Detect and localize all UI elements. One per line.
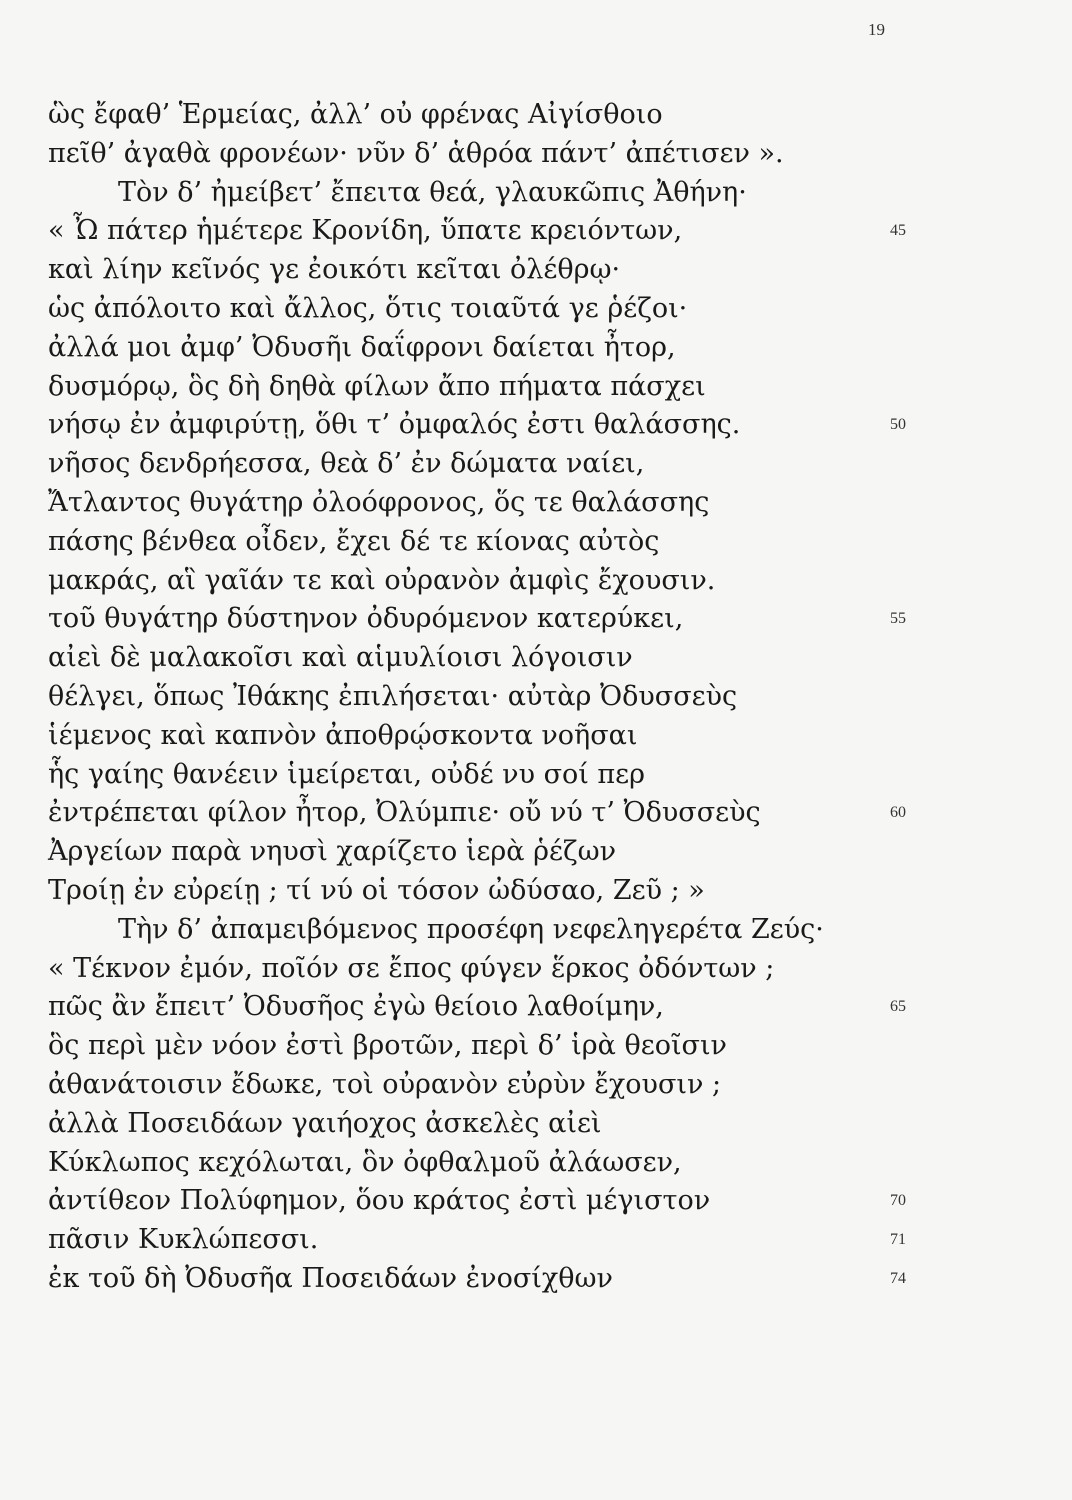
- verse-text: πῶς ἂν ἔπειτ’ Ὀδυσῆος ἐγὼ θείοιο λαθοίμην,: [48, 991, 664, 1023]
- verse-text: « Τέκνον ἐμόν, ποῖόν σε ἔπος φύγεν ἕρκος ὀδόντων ;: [48, 952, 775, 984]
- verse-line: [48, 1027, 1038, 1066]
- verse-text: ὃς περὶ μὲν νόον ἐστὶ βροτῶν, περὶ δ’ ἱρὰ θεοῖσιν: [48, 1030, 727, 1062]
- verse-text: νῆσος δενδρήεσσα, θεὰ δ’ ἐν δώματα ναίει,: [48, 448, 645, 480]
- verse-line: [48, 600, 1038, 639]
- verse-line: [48, 1105, 1038, 1144]
- verse-line: [48, 678, 1038, 717]
- verse-line: [48, 911, 1038, 950]
- line-number: 45: [890, 222, 906, 240]
- line-number: 71: [890, 1231, 906, 1249]
- verse-text: αἰεὶ δὲ μαλακοῖσι καὶ αἱμυλίοισι λόγοισιν: [48, 642, 633, 674]
- verse-text: ἀλλὰ Ποσειδάων γαιήοχος ἀσκελὲς αἰεὶ: [48, 1107, 602, 1139]
- verse-text: Ἀργείων παρὰ νηυσὶ χαρίζετο ἱερὰ ῥέζων: [48, 836, 617, 868]
- verse-line: [48, 135, 1038, 174]
- line-number: 74: [890, 1269, 906, 1287]
- line-number: 50: [890, 416, 906, 434]
- verse-text: Τὸν δ’ ἠμείβετ’ ἔπειτα θεά, γλαυκῶπις Ἀθήνη·: [118, 176, 747, 208]
- line-number: 55: [890, 610, 906, 628]
- verse-line: [48, 794, 1038, 833]
- verse-text: ἀθανάτοισιν ἔδωκε, τοὶ οὐρανὸν εὐρὺν ἔχουσιν ;: [48, 1068, 722, 1100]
- verse-text: καὶ λίην κεῖνός γε ἐοικότι κεῖται ὀλέθρῳ·: [48, 254, 621, 286]
- verse-line: [48, 96, 1038, 135]
- verse-line: [48, 406, 1038, 445]
- verse-line: [48, 329, 1038, 368]
- verse-text: Τροίῃ ἐν εὐρείῃ ; τί νύ οἱ τόσον ὠδύσαο, Ζεῦ ; »: [48, 874, 705, 906]
- verse-line: [48, 523, 1038, 562]
- verse-line: [48, 368, 1038, 407]
- verse-line: [48, 290, 1038, 329]
- verse-line: [48, 174, 1038, 213]
- line-number: 65: [890, 998, 906, 1016]
- verse-line: [48, 1066, 1038, 1105]
- verse-text: ἐντρέπεται φίλον ἦτορ, Ὀλύμπιε· οὔ νύ τ’ Ὀδυσσεὺς: [48, 797, 761, 829]
- verse-line: [48, 562, 1038, 601]
- verse-line: [48, 717, 1038, 756]
- verse-text: θέλγει, ὅπως Ἰθάκης ἐπιλήσεται· αὐτὰρ Ὀδυσσεὺς: [48, 680, 738, 712]
- verse-text: ἧς γαίης θανέειν ἱμείρεται, οὐδέ νυ σοί περ: [48, 758, 646, 790]
- verse-text: ἀλλά μοι ἀμφ’ Ὀδυσῆι δαΐφρονι δαίεται ἦτορ,: [48, 331, 676, 363]
- verse-text: Ἄτλαντος θυγάτηρ ὀλοόφρονος, ὅς τε θαλάσσης: [48, 486, 710, 518]
- verse-line: [48, 1260, 1038, 1299]
- verse-text: τοῦ θυγάτηρ δύστηνον ὀδυρόμενον κατερύκει,: [48, 603, 684, 635]
- verse-line: [48, 1144, 1038, 1183]
- verse-line: [48, 988, 1038, 1027]
- line-number: 60: [890, 804, 906, 822]
- verse-text: δυσμόρῳ, ὃς δὴ δηθὰ φίλων ἄπο πήματα πάσχει: [48, 370, 706, 402]
- verse-text: πάσης βένθεα οἶδεν, ἔχει δέ τε κίονας αὐτὸς: [48, 525, 660, 557]
- verse-text: πᾶσιν Κυκλώπεσσι.: [48, 1224, 319, 1256]
- verse-text: ἱέμενος καὶ καπνὸν ἀποθρῴσκοντα νοῆσαι: [48, 719, 638, 751]
- verse-text: « Ὦ πάτερ ἡμέτερε Κρονίδη, ὕπατε κρειόντων,: [48, 215, 683, 247]
- verse-line: [48, 484, 1038, 523]
- verse-text: πεῖθ’ ἀγαθὰ φρονέων· νῦν δ’ ἁθρόα πάντ’ ἀπέτισεν ».: [48, 137, 784, 169]
- verse-text: ἀντίθεον Πολύφημον, ὅου κράτος ἐστὶ μέγιστον: [48, 1185, 711, 1217]
- verse-line: [48, 212, 1038, 251]
- verse-text: ἐκ τοῦ δὴ Ὀδυσῆα Ποσειδάων ἐνοσίχθων: [48, 1262, 613, 1294]
- verse-line: [48, 1182, 1038, 1221]
- verse-text: νήσῳ ἐν ἀμφιρύτῃ, ὅθι τ’ ὀμφαλός ἐστι θαλάσσης.: [48, 409, 741, 441]
- verse-line: [48, 950, 1038, 989]
- verse-line: [48, 1221, 1038, 1260]
- verse-text: ὡς ἀπόλοιτο καὶ ἄλλος, ὅτις τοιαῦτά γε ῥέζοι·: [48, 292, 688, 324]
- verse-text: Κύκλωπος κεχόλωται, ὃν ὀφθαλμοῦ ἀλάωσεν,: [48, 1146, 682, 1178]
- verse-line: [48, 756, 1038, 795]
- poem-text: [48, 96, 1038, 1299]
- verse-line: [48, 251, 1038, 290]
- verse-line: [48, 445, 1038, 484]
- page-number: 19: [868, 20, 885, 39]
- verse-line: [48, 833, 1038, 872]
- verse-line: [48, 872, 1038, 911]
- verse-text: ὣς ἔφαθ’ Ἑρμείας, ἀλλ’ οὐ φρένας Αἰγίσθοιο: [48, 99, 663, 130]
- verse-line: [48, 639, 1038, 678]
- line-number: 70: [890, 1192, 906, 1210]
- verse-text: Τὴν δ’ ἀπαμειβόμενος προσέφη νεφεληγερέτα Ζεύς·: [118, 913, 824, 945]
- verse-text: μακράς, αἳ γαῖάν τε καὶ οὐρανὸν ἀμφὶς ἔχουσιν.: [48, 564, 716, 596]
